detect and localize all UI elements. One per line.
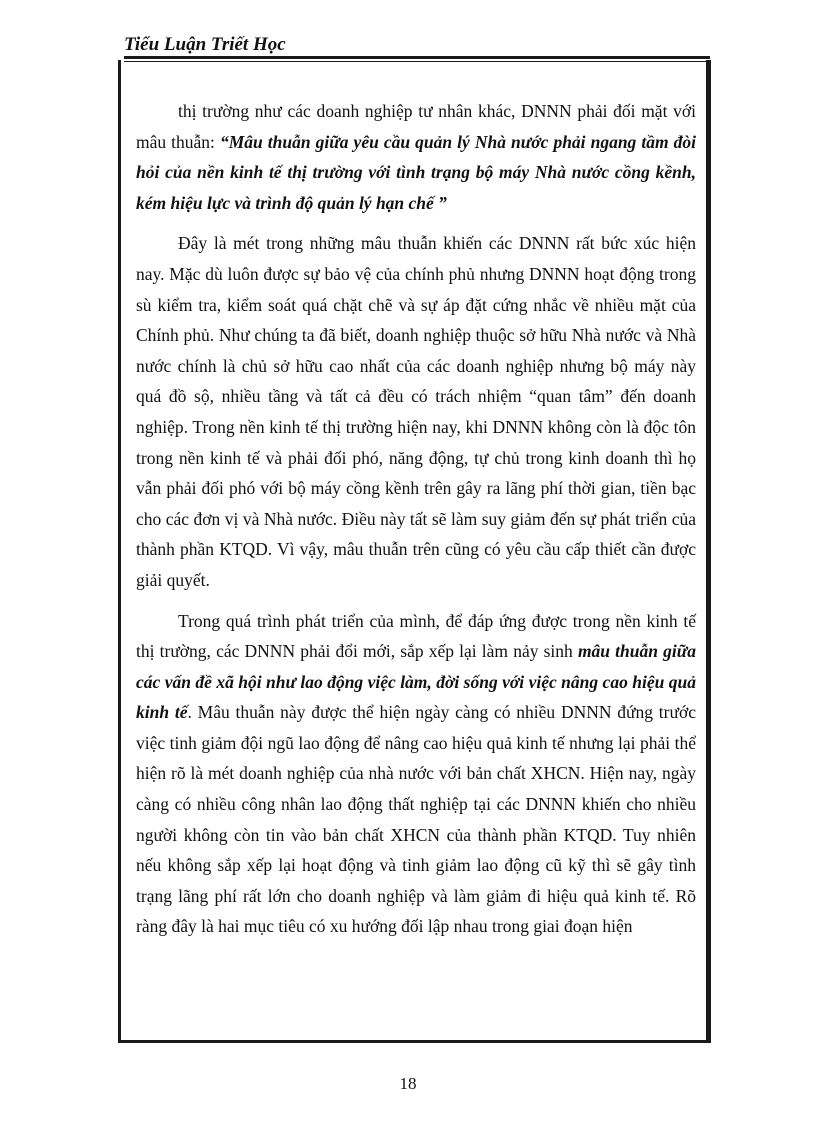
paragraph-3 xyxy=(136,606,696,943)
paragraph-3-text-start: Trong quá trình phát triển của mình, để đáp ứng được trong nền kinh tế thị trường, các DNNN phải đổi mới, sắp xếp lại làm nảy sinh xyxy=(136,610,696,662)
paragraph-1 xyxy=(136,96,696,218)
page-frame-right xyxy=(706,60,711,1043)
paragraph-2: Đây là mét trong những mâu thuẫn khiến các DNNN rất bức xúc hiện nay. Mặc dù luôn được sự bảo vệ của chính phủ nhưng DNNN hoạt động trong sù kiểm tra, kiểm soát quá chặt chẽ và sự áp đặt cứng nhắc về nhiều mặt của Chính phủ. Như chúng ta đã biết, doanh nghiệp thuộc sở hữu Nhà nước và Nhà nước chính là chủ sở hữu cao nhất của các doanh nghiệp nhưng bộ máy này quá đồ sộ, nhiều tầng và tất cả đều có trách nhiệm “quan tâm” đến doanh nghiệp. Trong nền kinh tế thị trường hiện nay, khi DNNN không còn là độc tôn trong nền kinh tế và phải đối phó, năng động, tự chủ trong kinh doanh thì họ vẫn phải đối phó với bộ máy cồng kềnh trên gây ra lãng phí thời gian, tiền bạc cho các đơn vị và Nhà nước. Điều này tất sẽ làm suy giảm đến sự phát triển của thành phần KTQD. Vì vậy, mâu thuẫn trên cũng có yêu cầu cấp thiết cần được giải quyết. xyxy=(136,233,696,590)
paragraph-3-emphasis: mâu thuẫn giữa các vấn đề xã hội như lao động việc làm, đời sống với việc nâng cao hiệu quả kinh tế xyxy=(136,641,696,723)
page-frame-bottom xyxy=(118,1040,711,1043)
paragraph-1-emphasis: “Mâu thuẫn giữa yêu cầu quản lý Nhà nước phải ngang tầm đòi hỏi của nền kinh tế thị trường với tình trạng bộ máy Nhà nước cồng kềnh, kém hiệu lực và trình độ quản lý hạn chế ” xyxy=(136,131,696,213)
paragraph-1-text: thị trường như các doanh nghiệp tư nhân khác, DNNN phải đối mặt với mâu thuẫn: xyxy=(136,101,696,152)
paragraph-3-text-end: . Mâu thuẫn này được thể hiện ngày càng có nhiều DNNN đứng trước việc tinh giảm đội ngũ lao động để nâng cao hiệu quả kinh tế nhưng lại phải thể hiện rõ là mét doanh nghiệp của nhà nước với bản chất XHCN. Hiện nay, ngày càng có nhiều công nhân lao động thất nghiệp tại các DNNN khiến cho nhiều người không còn tin vào bản chất XHCN của thành phần KTQD. Tuy nhiên nếu không sắp xếp lại hoạt động và tinh giảm lao động cũ kỹ thì sẽ gây tình trạng lãng phí rất lớn cho doanh nghiệp và làm giảm đi hiệu quả kinh tế. Rõ ràng đây là hai mục tiêu có xu hướng đối lập nhau trong giai đoạn hiện xyxy=(136,702,696,937)
document-body xyxy=(136,96,696,952)
page-frame-left xyxy=(118,60,121,1043)
page-header-title: Tiểu Luận Triết Học xyxy=(124,34,286,55)
page-number: 18 xyxy=(399,1074,417,1093)
header-rule-thin xyxy=(124,61,710,62)
header-rule-thick xyxy=(124,56,710,59)
